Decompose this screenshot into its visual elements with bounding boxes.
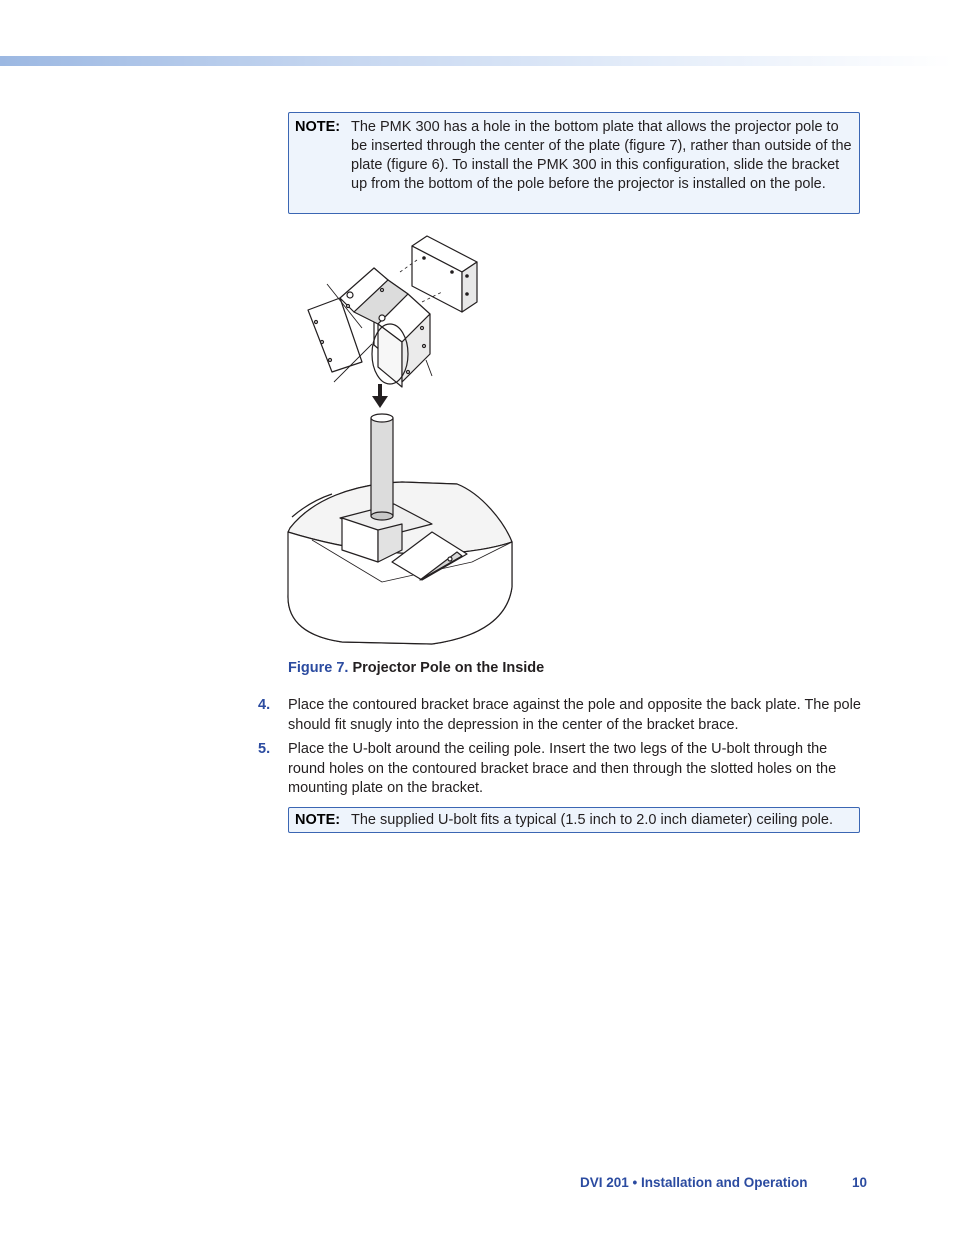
note-box-u-bolt	[288, 807, 860, 833]
step-item	[258, 740, 864, 799]
step-text: Place the U-bolt around the ceiling pole. Insert the two legs of the U-bolt through the round holes on the contoured bracket brace and then through the slotted holes on the mounting plate on the bracket.	[288, 741, 837, 796]
projector-pole	[371, 414, 393, 520]
note-box-pole-hole	[288, 112, 860, 214]
projector-pole-illustration	[282, 232, 522, 652]
page-number: 10	[852, 1175, 868, 1190]
figure-caption	[288, 660, 544, 676]
note-label: NOTE:	[295, 812, 341, 828]
projector-base	[288, 482, 512, 644]
figure-title: Projector Pole on the Inside	[352, 660, 545, 676]
step-number: 5.	[258, 741, 271, 757]
step-item	[258, 696, 864, 735]
step-text: Place the contoured bracket brace against the pole and opposite the back plate. The pole should fit snugly into the depression in the center of the bracket brace.	[288, 697, 861, 733]
step-number: 4.	[258, 697, 271, 713]
footer-title: DVI 201 • Installation and Operation	[580, 1175, 808, 1190]
note-text: The supplied U-bolt fits a typical (1.5 inch to 2.0 inch diameter) ceiling pole.	[351, 812, 833, 828]
header-band	[0, 56, 954, 66]
note-label: NOTE:	[295, 119, 341, 135]
back-plate	[412, 236, 477, 312]
down-arrow-icon	[372, 384, 388, 408]
figure-number: Figure 7.	[288, 660, 349, 676]
note-text: The PMK 300 has a hole in the bottom plate that allows the projector pole to be inserted through the center of the plate (figure 7), rather than outside of the plate (figure 6). To install the PMK 300 in this configuration, slide the bracket up from the bottom of the pole before the projector is installed on the pole.	[351, 119, 852, 192]
